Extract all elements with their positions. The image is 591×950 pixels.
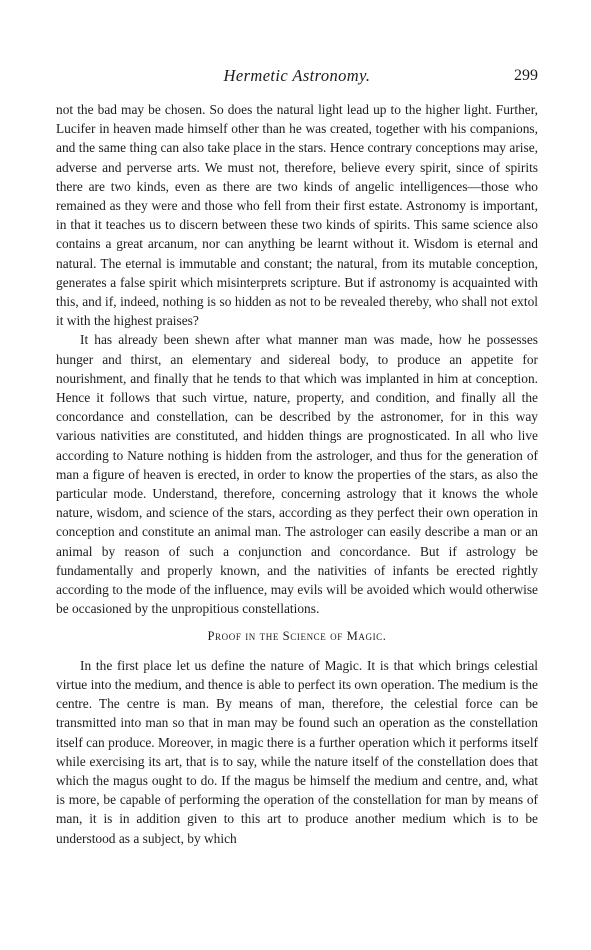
running-title: Hermetic Astronomy.: [223, 66, 371, 85]
section-heading: Proof in the Science of Magic.: [207, 629, 387, 644]
paragraph-nativities: It has already been shewn after what manner man was made, how he possesses hunger and thirst, an elementary and sidereal body, to produce an appetite for nourishment, and finally that he tends to that which was implanted in him at conception. Hence it follows that such virtue, nature, property, and condition, and finally all the concordance and constellation, can be described by the astronomer, for in this way various nativities are constituted, and hidden things are prognosticated. In all who live according to Nature nothing is hidden from the astrologer, and thus for the generation of man a figure of heaven is erected, in order to know the properties of the stars, as also the particular mode. Understand, therefore, concerning astrology that it knows the whole nature, wisdom, and science of the stars, according as they perfect their own operation in conception and constitute an animal man. The astrologer can easily describe a man or an animal by reason of such a conjunction and concordance. But if astrology be fundamentally and properly known, and the nativities of infants be erected rightly according to the mode of the influence, may evils will be avoided which would otherwise be occasioned by the unpropitious constellations.: [56, 332, 538, 617]
paragraph-continuation: not the bad may be chosen. So does the natural light lead up to the higher light. Further, Lucifer in heaven made himself other than he was created, together with his companions, and the same thing can also take place in the stars. Hence contrary conceptions may arise, adverse and perverse arts. We must not, therefore, believe every spirit, since of spirits there are two kinds, even as there are two kinds of angelic intelligences—those who remained as they were and those who fell from their first estate. Astronomy is important, in that it teaches us to discern between these two kinds of spirits. This same science also contains a great arcanum, nor can anything be learnt without it. Wisdom is eternal and natural. The eternal is immutable and constant; the natural, from its mutable conception, generates a false spirit which misinterprets scripture. But if astronomy is acquainted with this, and if, indeed, nothing is so hidden as not to be revealed thereby, who shall not extol it with the highest praises?: [56, 102, 538, 329]
page-number: 299: [514, 67, 538, 84]
body-text: [56, 100, 538, 848]
paragraph-magic: In the first place let us define the nature of Magic. It is that which brings celestial virtue into the medium, and thence is able to perfect its own operation. The medium is the centre. The centre is man. By means of man, therefore, the celestial force can be transmitted into man so that in man may be found such an operation as the constellation itself can produce. Moreover, in magic there is a further operation which it performs itself while exercising its art, that is to say, while the nature itself of the constellation does that which the magus ought to do. If the magus be himself the medium and centre, and, what is more, be capable of performing the operation of the constellation for man by means of man, it is in addition given to this art to produce another medium which is to be understood as a subject, by which: [56, 657, 538, 846]
page-header: [56, 66, 538, 90]
